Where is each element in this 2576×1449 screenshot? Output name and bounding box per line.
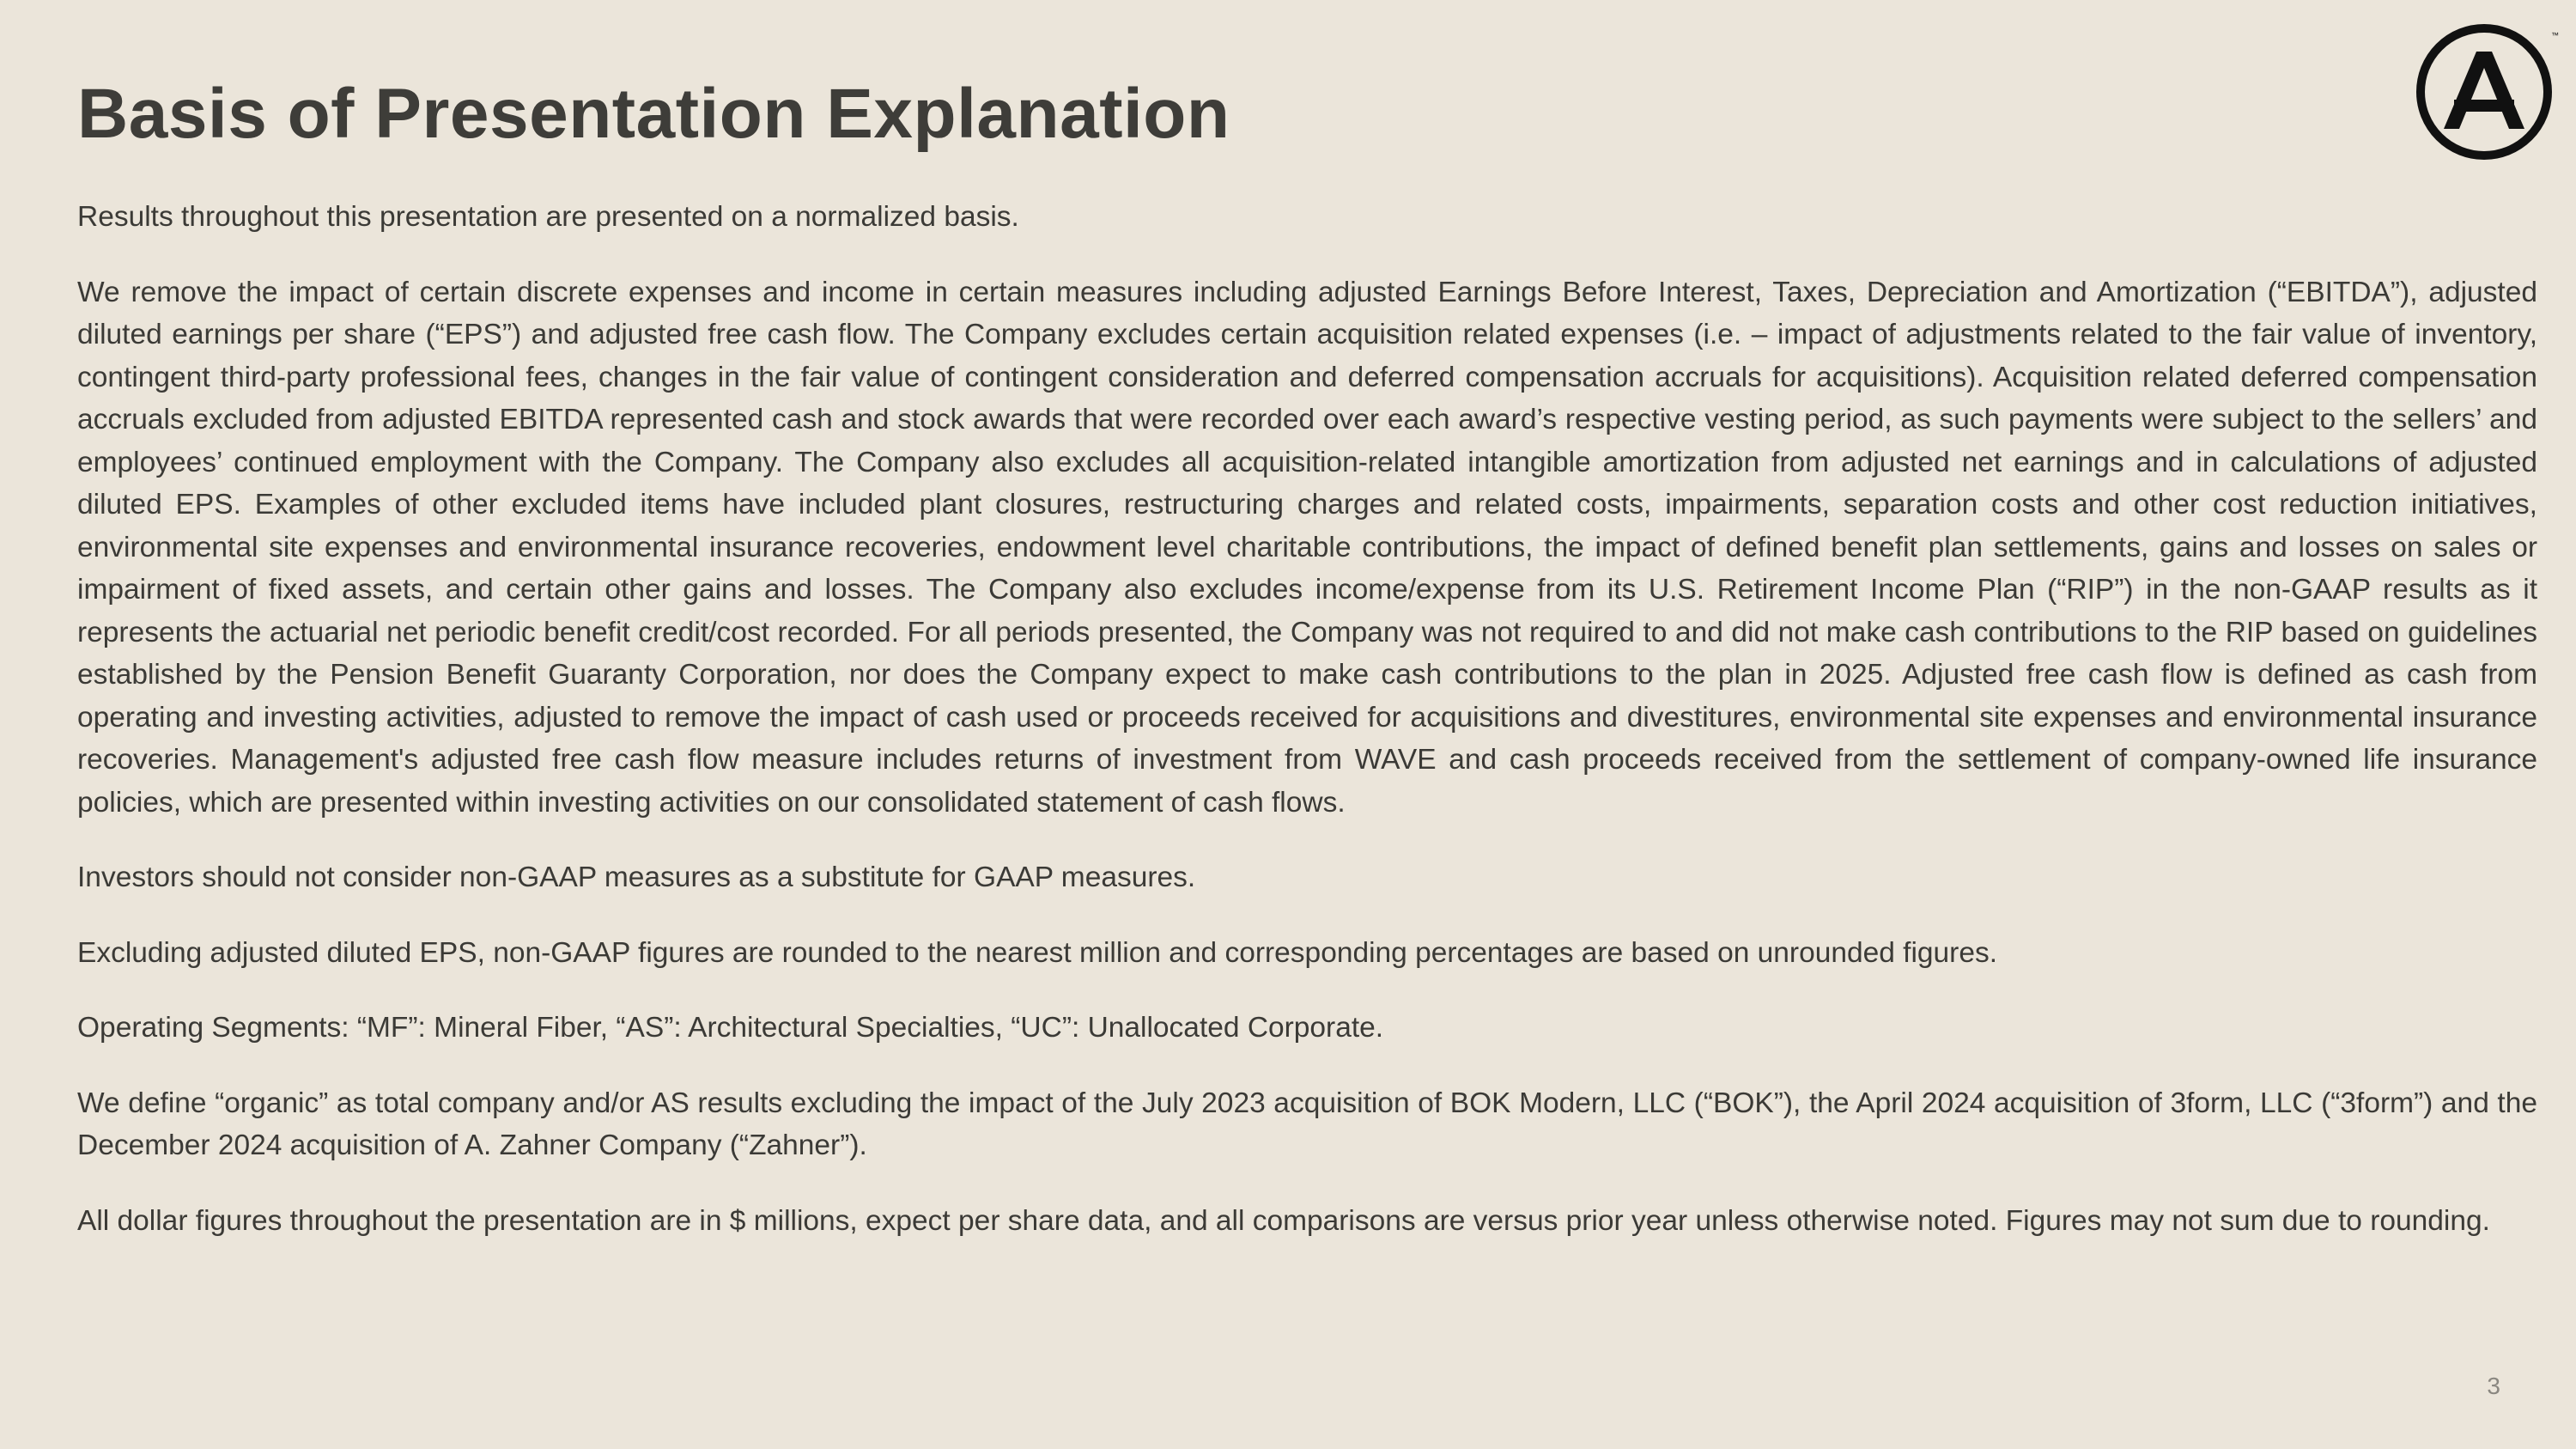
paragraph-normalized-basis: Results throughout this presentation are presented on a normalized basis. [77,201,1019,233]
paragraph-operating-segments: Operating Segments: “MF”: Mineral Fiber, “AS”: Architectural Specialties, “UC”: Unallocated Corporate. [77,1012,1384,1044]
paragraph-organic-definition: We define “organic” as total company and/or AS results excluding the impact of the July 2023 acquisition of BOK Modern, LLC (“BOK”), the April 2024 acquisition of 3form, LLC (“3form”) and the December 2024 acquisition of A. Zahner Company (“Zahner”). [77,1087,2537,1161]
paragraph-investors-note: Investors should not consider non-GAAP measures as a substitute for GAAP measures. [77,861,1196,893]
paragraph-rounding-note: Excluding adjusted diluted EPS, non-GAAP figures are rounded to the nearest million and corresponding percentages are based on unrounded figures. [77,936,1998,969]
paragraph-dollar-figures: All dollar figures throughout the presentation are in $ millions, expect per share data, and all comparisons are versus prior year unless otherwise noted. Figures may not sum due to rounding. [77,1204,2490,1237]
body-text [77,196,2537,1275]
page-title: Basis of Presentation Explanation [77,75,1230,153]
page-number: 3 [2487,1373,2500,1399]
paragraph-non-gaap-adjustments: We remove the impact of certain discrete expenses and income in certain measures including adjusted Earnings Before Interest, Taxes, Depreciation and Amortization (“EBITDA”), adjusted diluted earnings per share (“EPS”) and adjusted free cash flow. The Company excludes certain acquisition related expenses (i.e. – impact of adjustments related to the fair value of inventory, contingent third-party professional fees, changes in the fair value of contingent consideration and deferred compensation accruals for acquisitions). Acquisition related deferred compensation accruals excluded from adjusted EBITDA represented cash and stock awards that were recorded over each award’s respective vesting period, as such payments were subject to the sellers’ and employees’ continued employment with the Company. The Company also excludes all acquisition-related intangible amortization from adjusted net earnings and in calculations of adjusted diluted EPS. Examples of other excluded items have included plant closures, restructuring charges and related costs, impairments, separation costs and other cost reduction initiatives, environmental site expenses and environmental insurance recoveries, endowment level charitable contributions, the impact of defined benefit plan settlements, gains and losses on sales or impairment of fixed assets, and certain other gains and losses. The Company also excludes income/expense from its U.S. Retirement Income Plan (“RIP”) in the non-GAAP results as it represents the actuarial net periodic benefit credit/cost recorded. For all periods presented, the Company was not required to and did not make cash contributions to the RIP based on guidelines established by the Pension Benefit Guaranty Corporation, nor does the Company expect to make cash contributions to the plan in 2025. Adjusted free cash flow is defined as cash from operating and investing activities, adjusted to remove the impact of cash used or proceeds received for acquisitions and divestitures, environmental site expenses and environmental insurance recoveries. Management's adjusted free cash flow measure includes returns of investment from WAVE and cash proceeds received from the settlement of company-owned life insurance policies, which are presented within investing activities on our consolidated statement of cash flows. [77,276,2537,819]
company-logo-icon [2413,19,2559,165]
svg-text:™: ™ [2551,31,2559,40]
